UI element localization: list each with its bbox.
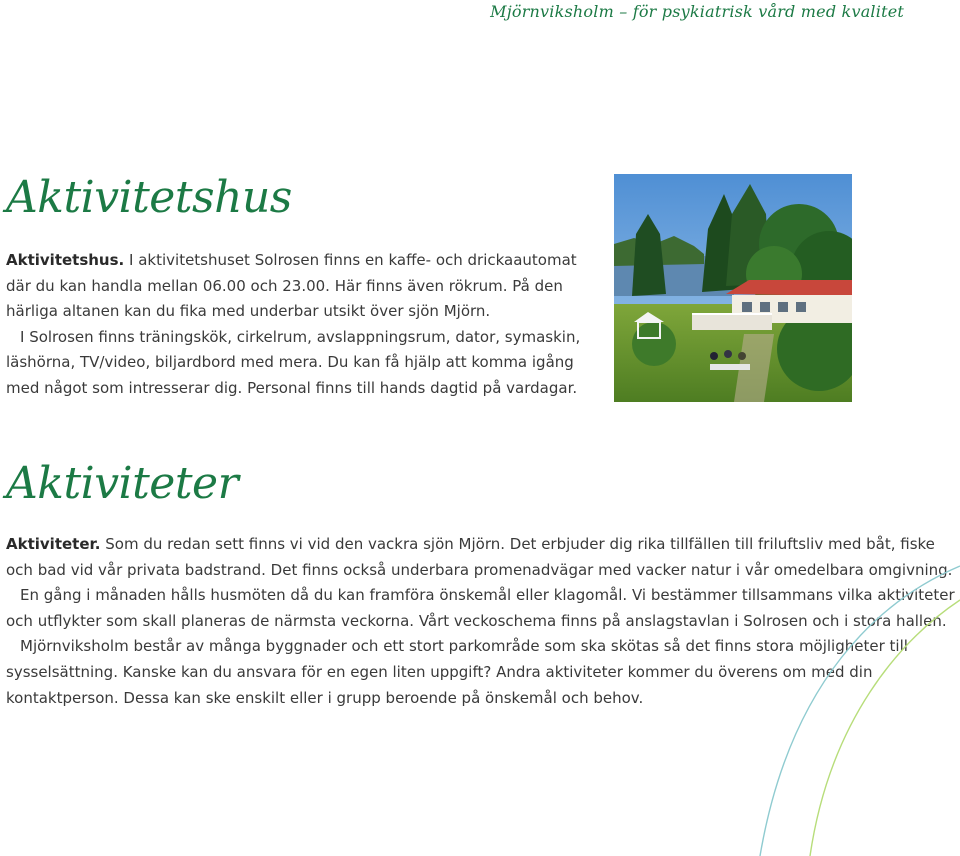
aktiviteter-paragraph-3: Mjörnviksholm består av många byggnader och ett stort parkområde som ska skötas så det finns stora möjligheter till sysselsättning. Kanske kan du ansvara för en egen liten uppgift? Andra aktiviteter kommer du överens om med din kontaktperson. Dessa kan ske enskilt eller i grupp beroende på önskemål och behov. (6, 637, 908, 707)
section-heading-aktivitetshus: Aktivitetshus (6, 172, 292, 223)
paragraph-text: I aktivitetshuset Solrosen finns en kaffe- och drickaautomat där du kan handla mellan 06.00 och 23.00. Här finns även rökrum. På den härliga altanen kan du fika med underbar utsikt över sjön Mjörn. (6, 251, 577, 321)
aktiviteter-paragraph-1 (6, 532, 958, 583)
section-heading-aktiviteter: Aktiviteter (6, 458, 239, 509)
solrosen-house-photo (614, 174, 852, 402)
lead-label: Aktiviteter. (6, 535, 101, 553)
lead-label: Aktivitetshus. (6, 251, 125, 269)
photo-illustration (614, 174, 852, 402)
aktivitetshus-paragraph-2: I Solrosen finns träningskök, cirkelrum, avslappningsrum, dator, symaskin, läshörna, TV/video, biljardbord med mera. Du kan få hjälp att komma igång med något som intresserar dig. Personal finns till hands dagtid på vardagar. (6, 327, 581, 397)
aktiviteter-text (6, 532, 958, 711)
aktivitetshus-text (6, 248, 581, 402)
paragraph-text: Som du redan sett finns vi vid den vackra sjön Mjörn. Det erbjuder dig rika tillfällen till friluftsliv med båt, fiske och bad vid vår privata badstrand. Det finns också underbara promenadvägar med vacker natur i vår omedelbara omgivning. (6, 535, 953, 579)
page-header-title: Mjörnviksholm – för psykiatrisk vård med kvalitet (490, 2, 904, 21)
aktiviteter-paragraph-2: En gång i månaden hålls husmöten då du kan framföra önskemål eller klagomål. Vi bestämmer tillsammans vilka aktiviteter och utflykter som skall planeras de närmsta veckorna. Vårt veckoschema finns på anslagstavlan i Solrosen och i stora hallen. (6, 586, 955, 630)
aktivitetshus-paragraph-1 (6, 248, 581, 325)
